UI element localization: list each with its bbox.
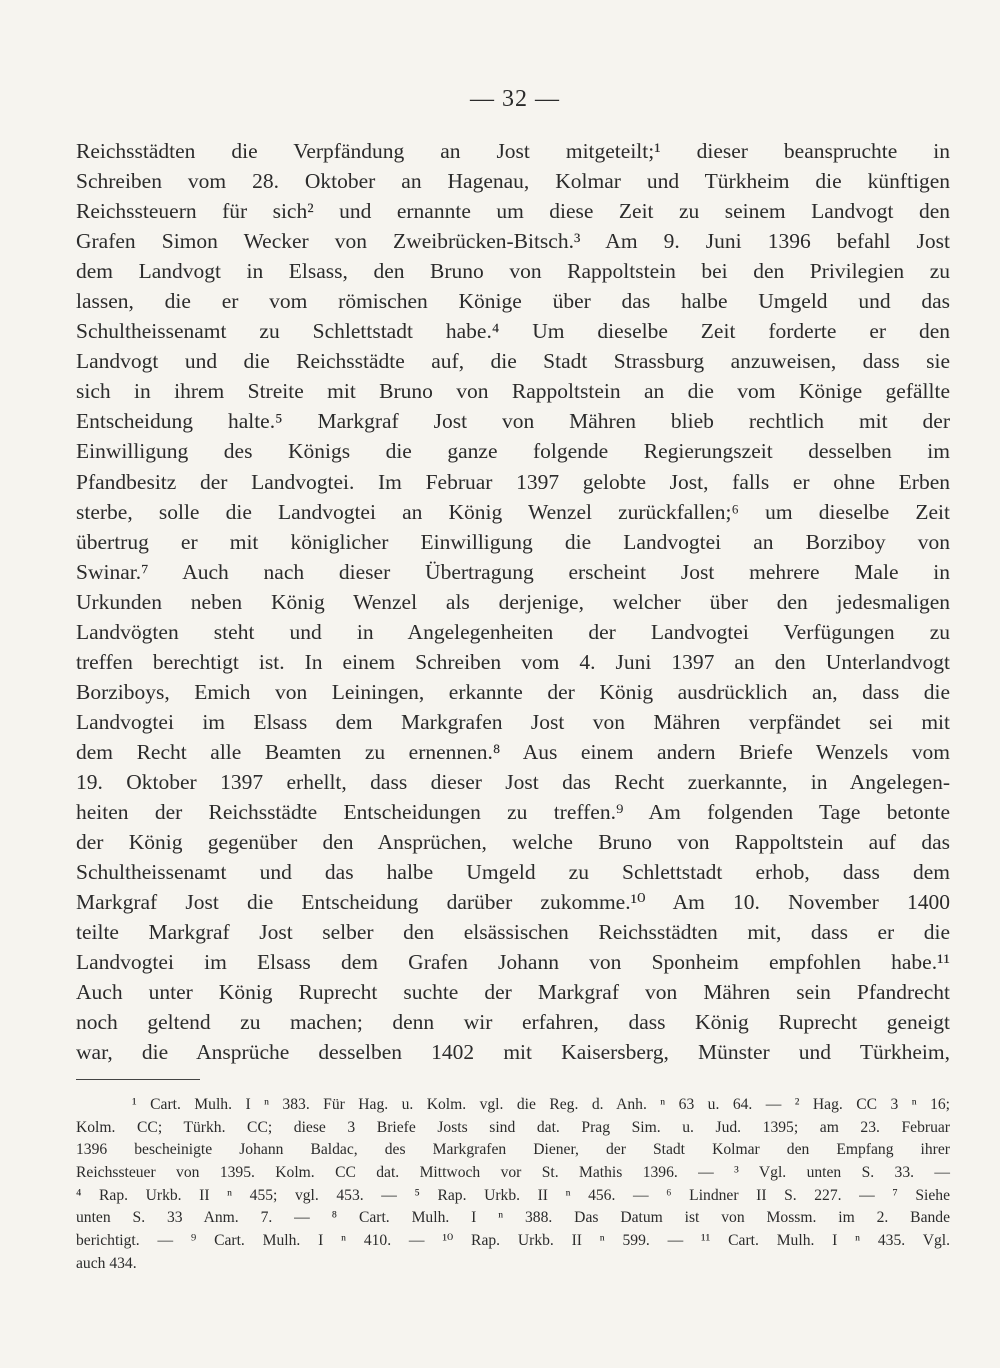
body-text-line: übertrug er mit königlicher Einwilligung die Landvogtei an Borziboy von — [76, 529, 950, 554]
body-text-line: der König gegenüber den Ansprüchen, welche Bruno von Rappoltstein auf das — [76, 830, 950, 855]
body-text-line: dem Landvogt in Elsass, den Bruno von Rappoltstein bei den Privilegien zu — [76, 259, 950, 284]
footnote-divider — [76, 1079, 200, 1080]
footnote-line: berichtigt. — ⁹ Cart. Mulh. I ⁿ 410. — ¹⁰ Rap. Urkb. II ⁿ 599. — ¹¹ Cart. Mulh. I ⁿ 435. Vgl. — [76, 1232, 950, 1250]
body-text-line: Markgraf Jost die Entscheidung darüber zukomme.¹⁰ Am 10. November 1400 — [76, 890, 950, 915]
body-text-line: Landvögten steht und in Angelegenheiten der Landvogtei Verfügungen zu — [76, 619, 950, 644]
body-text-line: Grafen Simon Wecker von Zweibrücken-Bitsch.³ Am 9. Juni 1396 befahl Jost — [76, 229, 950, 254]
footnote-line: Kolm. CC; Türkh. CC; diese 3 Briefe Josts sind dat. Prag Sim. u. Jud. 1395; am 23. Februar — [76, 1118, 950, 1136]
body-text-line: sterbe, solle die Landvogtei an König Wenzel zurückfallen;⁶ um dieselbe Zeit — [76, 499, 950, 524]
body-text-line: Schultheissenamt und das halbe Umgeld zu Schlettstadt erhob, dass dem — [76, 860, 950, 885]
footnotes — [76, 1094, 950, 1276]
body-text-line: treffen berechtigt ist. In einem Schreiben vom 4. Juni 1397 an den Unterlandvogt — [76, 649, 950, 674]
body-text-line: noch geltend zu machen; denn wir erfahren, dass König Ruprecht geneigt — [76, 1010, 950, 1035]
body-text-line: dem Recht alle Beamten zu ernennen.⁸ Aus einem andern Briefe Wenzels vom — [76, 739, 950, 764]
footnote-line: auch 434. — [76, 1254, 137, 1272]
footnote-line: unten S. 33 Anm. 7. — ⁸ Cart. Mulh. I ⁿ 388. Das Datum ist von Mossm. im 2. Bande — [76, 1209, 950, 1227]
body-text-line: Borziboys, Emich von Leiningen, erkannte der König ausdrücklich an, dass die — [76, 679, 950, 704]
footnote-line: 1396 bescheinigte Johann Baldac, des Markgrafen Diener, der Stadt Kolmar den Empfang ihrer — [76, 1141, 950, 1159]
body-text-line: war, die Ansprüche desselben 1402 mit Kaisersberg, Münster und Türkheim, — [76, 1040, 950, 1065]
body-text-line: teilte Markgraf Jost selber den elsässischen Reichsstädten mit, dass er die — [76, 920, 950, 945]
body-text — [76, 136, 950, 1067]
body-text-line: Landvogtei im Elsass dem Grafen Johann von Sponheim empfohlen habe.¹¹ — [76, 950, 950, 975]
body-text-line: Schreiben vom 28. Oktober an Hagenau, Kolmar und Türkheim die künftigen — [76, 169, 950, 194]
body-text-line: Entscheidung halte.⁵ Markgraf Jost von Mähren blieb rechtlich mit der — [76, 409, 950, 434]
body-text-line: Auch unter König Ruprecht suchte der Markgraf von Mähren sein Pfandrecht — [76, 980, 950, 1005]
body-text-line: Landvogtei im Elsass dem Markgrafen Jost von Mähren verpfändet sei mit — [76, 709, 950, 734]
body-text-line: Reichsstädten die Verpfändung an Jost mitgeteilt;¹ dieser beanspruchte in — [76, 139, 950, 163]
body-text-line: Pfandbesitz der Landvogtei. Im Februar 1397 gelobte Jost, falls er ohne Erben — [76, 469, 950, 494]
body-text-line: heiten der Reichsstädte Entscheidungen zu treffen.⁹ Am folgenden Tage betonte — [76, 800, 950, 825]
footnote-line: ¹ Cart. Mulh. I ⁿ 383. Für Hag. u. Kolm. vgl. die Reg. d. Anh. ⁿ 63 u. 64. — ² Hag. CC 3 ⁿ 16; — [132, 1096, 950, 1113]
body-text-line: Schultheissenamt zu Schlettstadt habe.⁴ Um dieselbe Zeit forderte er den — [76, 319, 950, 344]
footnote-line: ⁴ Rap. Urkb. II ⁿ 455; vgl. 453. — ⁵ Rap. Urkb. II ⁿ 456. — ⁶ Lindner II S. 227. — ⁷ Siehe — [76, 1186, 950, 1204]
body-text-line: Reichssteuern für sich² und ernannte um diese Zeit zu seinem Landvogt den — [76, 199, 950, 224]
body-text-line: Swinar.⁷ Auch nach dieser Übertragung erscheint Jost mehrere Male in — [76, 559, 950, 584]
body-text-line: lassen, die er vom römischen Könige über das halbe Umgeld und das — [76, 289, 950, 314]
body-text-line: sich in ihrem Streite mit Bruno von Rappoltstein an die vom Könige gefällte — [76, 379, 950, 404]
body-text-line: Einwilligung des Königs die ganze folgende Regierungszeit desselben im — [76, 439, 950, 464]
footnote-line: Reichssteuer von 1395. Kolm. CC dat. Mittwoch vor St. Mathis 1396. — ³ Vgl. unten S. 33. — — [76, 1164, 950, 1182]
body-text-line: Landvogt und die Reichsstädte auf, die Stadt Strassburg anzuweisen, dass sie — [76, 349, 950, 374]
body-text-line: 19. Oktober 1397 erhellt, dass dieser Jost das Recht zuerkannte, in Angelegen- — [76, 769, 950, 794]
body-text-line: Urkunden neben König Wenzel als derjenige, welcher über den jedesmaligen — [76, 589, 950, 614]
page-number: — 32 — — [470, 86, 560, 112]
